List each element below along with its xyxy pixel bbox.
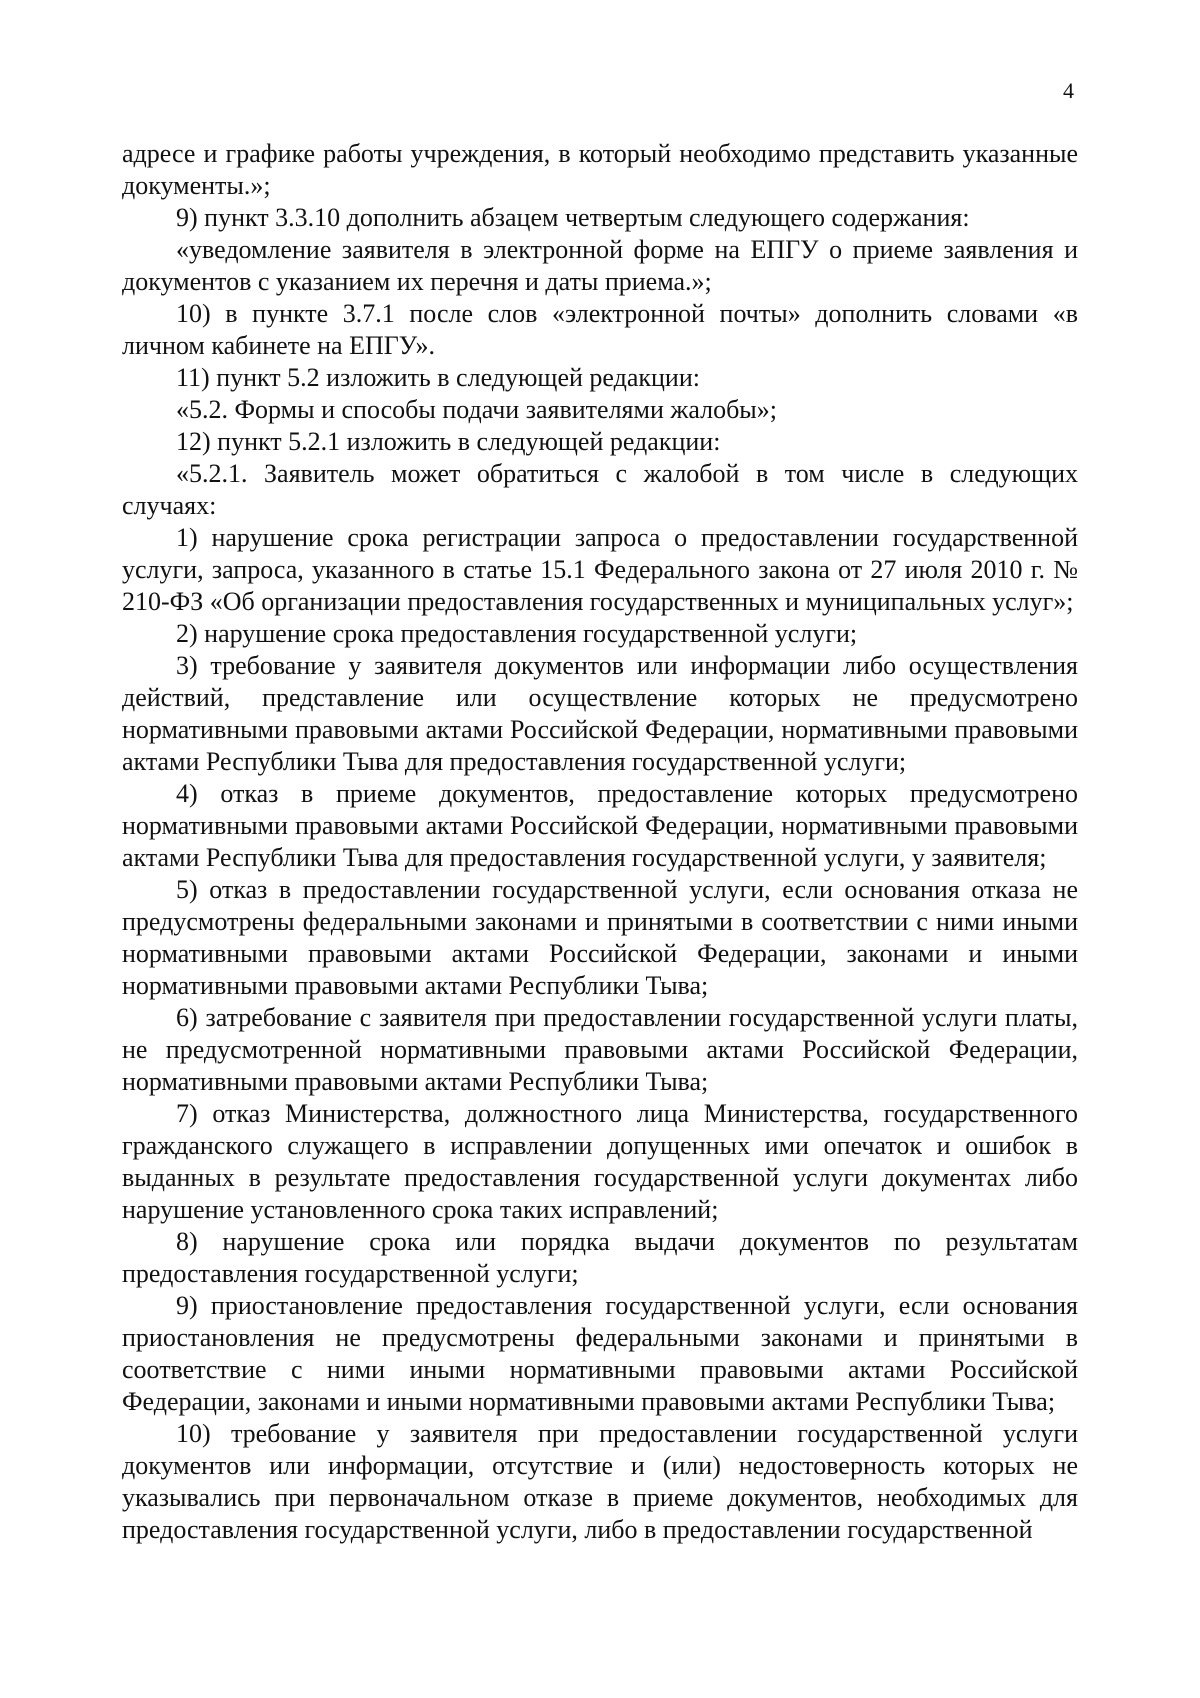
paragraph: 5) отказ в предоставлении государственной услуги, если основания отказа не предусмотрены федеральными законами и принятыми в соответствии с ними иными нормативными правовыми актами Российской Федерации, законами и иными нормативными правовыми актами Республики Тыва; [122, 875, 1078, 1000]
paragraph: 6) затребование с заявителя при предоставлении государственной услуги платы, не предусмотренной нормативными правовыми актами Российской Федерации, нормативными правовыми актами Республики Тыва; [122, 1003, 1078, 1096]
document-body [122, 138, 1078, 1546]
paragraph: 12) пункт 5.2.1 изложить в следующей редакции: [176, 427, 721, 456]
paragraph: 7) отказ Министерства, должностного лица Министерства, государственного гражданского служащего в исправлении допущенных ими опечаток и ошибок в выданных в результате предоставления государственной услуги документах либо нарушение установленного срока таких исправлений; [122, 1099, 1078, 1224]
paragraph: «уведомление заявителя в электронной форме на ЕПГУ о приеме заявления и документов с указанием их перечня и даты приема.»; [122, 235, 1078, 296]
page-number: 4 [1063, 78, 1074, 103]
paragraph: 11) пункт 5.2 изложить в следующей редакции: [176, 363, 700, 392]
paragraph: 3) требование у заявителя документов или информации либо осуществления действий, представление или осуществление которых не предусмотрено нормативными правовыми актами Российской Федерации, нормативными правовыми актами Республики Тыва для предоставления государственной услуги; [122, 651, 1078, 776]
paragraph: 10) требование у заявителя при предоставлении государственной услуги документов или информации, отсутствие и (или) недостоверность которых не указывались при первоначальном отказе в приеме документов, необходимых для предоставления государственной услуги, либо в предоставлении государственной [122, 1419, 1078, 1544]
paragraph: 4) отказ в приеме документов, предоставление которых предусмотрено нормативными правовыми актами Российской Федерации, нормативными правовыми актами Республики Тыва для предоставления государственной услуги, у заявителя; [122, 779, 1078, 872]
paragraph: 1) нарушение срока регистрации запроса о предоставлении государственной услуги, запроса, указанного в статье 15.1 Федерального закона от 27 июля 2010 г. № 210-ФЗ «Об организации предоставления государственных и муниципальных услуг»; [122, 523, 1078, 616]
paragraph: 2) нарушение срока предоставления государственной услуги; [176, 619, 858, 648]
paragraph: «5.2. Формы и способы подачи заявителями жалобы»; [176, 395, 777, 424]
paragraph: «5.2.1. Заявитель может обратиться с жалобой в том числе в следующих случаях: [122, 459, 1078, 520]
paragraph: 10) в пункте 3.7.1 после слов «электронной почты» дополнить словами «в личном кабинете на ЕПГУ». [122, 299, 1078, 360]
paragraph: 9) приостановление предоставления государственной услуги, если основания приостановления не предусмотрены федеральными законами и принятыми в соответствие с ними иными нормативными правовыми актами Российской Федерации, законами и иными нормативными правовыми актами Республики Тыва; [122, 1291, 1078, 1416]
paragraph: 9) пункт 3.3.10 дополнить абзацем четвертым следующего содержания: [176, 203, 970, 232]
paragraph: 8) нарушение срока или порядка выдачи документов по результатам предоставления государственной услуги; [122, 1227, 1078, 1288]
paragraph: адресе и графике работы учреждения, в который необходимо представить указанные документы.»; [122, 139, 1078, 200]
